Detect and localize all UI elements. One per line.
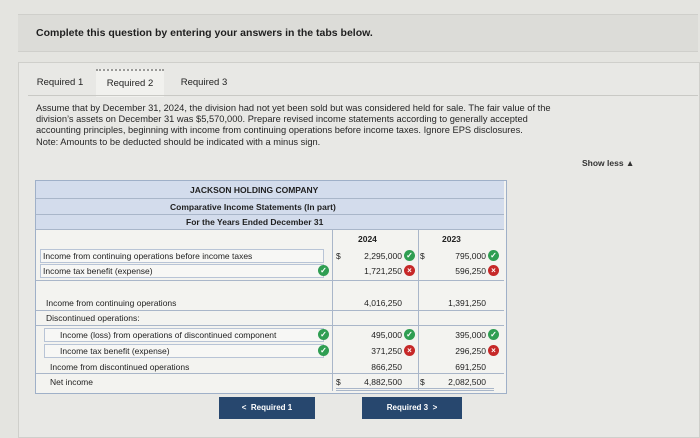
row-label: Income from continuing operations	[46, 298, 177, 308]
year-2024-header: 2024	[358, 234, 377, 244]
value-2024: 866,250	[371, 362, 402, 372]
prev-button-label: Required 1	[250, 403, 293, 412]
value-2023[interactable]: 596,250	[455, 266, 486, 276]
tab-required-1[interactable]: Required 1	[36, 77, 84, 88]
x-mark-icon: ×	[488, 265, 499, 276]
statement-title: Comparative Income Statements (In part)	[170, 202, 336, 212]
row-label: Discontinued operations:	[46, 313, 140, 323]
currency-symbol: $	[420, 251, 425, 261]
value-2024[interactable]: 371,250	[371, 346, 402, 356]
next-button-label: Required 3	[386, 403, 429, 412]
row-label: Net income	[50, 377, 93, 387]
chevron-left-icon: <	[241, 403, 247, 412]
check-icon: ✓	[318, 345, 329, 356]
value-2023[interactable]: 395,000	[455, 330, 486, 340]
check-icon: ✓	[318, 265, 329, 276]
check-icon: ✓	[404, 329, 415, 340]
instructions-line-1: Assume that by December 31, 2024, the division had not yet been sold but was considered held for sale. The fair value of the	[36, 103, 551, 113]
value-2023: 1,391,250	[448, 298, 486, 308]
divider	[36, 229, 504, 230]
currency-symbol: $	[420, 377, 425, 387]
value-2024[interactable]: 2,295,000	[364, 251, 402, 261]
year-2023-header: 2023	[442, 234, 461, 244]
double-underline	[336, 390, 494, 391]
divider	[36, 310, 504, 311]
row-label: Income tax benefit (expense)	[60, 346, 170, 356]
value-2024: 4,016,250	[364, 298, 402, 308]
x-mark-icon: ×	[404, 265, 415, 276]
check-icon: ✓	[488, 329, 499, 340]
statement-period: For the Years Ended December 31	[186, 217, 324, 227]
tab-required-2[interactable]: Required 2	[96, 69, 164, 97]
currency-symbol: $	[336, 251, 341, 261]
row-label: Income tax benefit (expense)	[43, 266, 153, 276]
show-less-link[interactable]: Show less ▲	[582, 158, 635, 168]
x-mark-icon: ×	[404, 345, 415, 356]
instructions-line-2: division’s assets on December 31 was $5,570,000. Prepare revised income statements according to generally accepted	[36, 114, 528, 125]
prev-required-button[interactable]	[219, 397, 315, 419]
double-underline	[336, 388, 494, 389]
row-label: Income (loss) from operations of discontinued component	[60, 330, 277, 340]
instructions	[36, 103, 666, 148]
divider	[36, 373, 504, 374]
x-mark-icon: ×	[488, 345, 499, 356]
instructions-line-3: accounting principles, beginning with income from continuing operations before income taxes. Ignore EPS disclosures.	[36, 125, 523, 136]
currency-symbol: $	[336, 377, 341, 387]
divider	[36, 214, 504, 215]
row-label: Income from continuing operations before income taxes	[43, 251, 253, 261]
value-2023: 691,250	[455, 362, 486, 372]
check-icon: ✓	[318, 329, 329, 340]
row-label: Income from discontinued operations	[50, 362, 190, 372]
instructions-note: Note: Amounts to be deducted should be indicated with a minus sign.	[36, 136, 321, 147]
value-2024[interactable]: 1,721,250	[364, 266, 402, 276]
divider	[36, 325, 504, 326]
tab-divider	[28, 95, 698, 96]
value-2024: 4,882,500	[364, 377, 402, 387]
value-2024[interactable]: 495,000	[371, 330, 402, 340]
next-required-button[interactable]	[362, 397, 462, 419]
value-2023[interactable]: 795,000	[455, 251, 486, 261]
chevron-right-icon: >	[432, 403, 438, 412]
company-name: JACKSON HOLDING COMPANY	[190, 185, 319, 195]
check-icon: ✓	[488, 250, 499, 261]
tab-required-3[interactable]: Required 3	[180, 77, 228, 88]
check-icon: ✓	[404, 250, 415, 261]
divider	[36, 198, 504, 199]
value-2023: 2,082,500	[448, 377, 486, 387]
value-2023[interactable]: 296,250	[455, 346, 486, 356]
divider	[36, 280, 504, 281]
question-title: Complete this question by entering your answers in the tabs below.	[36, 27, 373, 39]
